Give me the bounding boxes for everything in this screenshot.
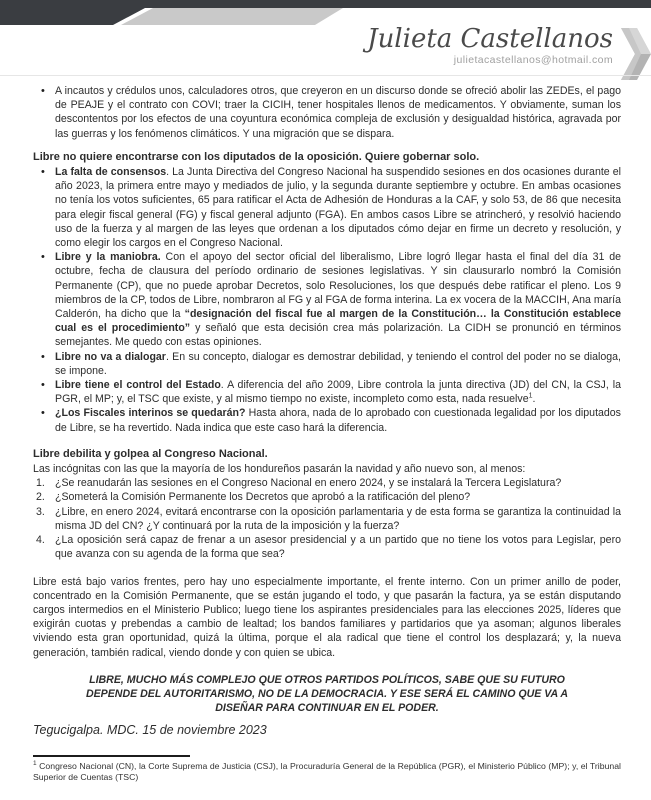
- letterhead: [367, 26, 613, 66]
- text-segment: 1: [528, 392, 533, 400]
- header-stripe-gray: [121, 8, 343, 25]
- section-heading-debilita: Libre debilita y golpea al Congreso Nacional.: [33, 447, 268, 460]
- text-segment: Libre y la maniobra.: [55, 251, 161, 264]
- author-email: julietacastellanos@hotmail.com: [453, 54, 613, 67]
- gobernar-bullet-list: [33, 165, 621, 435]
- question-item-2: [33, 490, 621, 504]
- question-number: 3.: [36, 505, 45, 518]
- text-segment: . A diferencia del año 2009, Libre controla la junta directiva (JD) del CN, la CSJ, la PGR, el MP; y, el TSC que existe, y al mismo tiempo no existe, incompleto como esta, nada resuelve: [55, 379, 622, 406]
- document-body: [33, 84, 621, 784]
- text-segment: . La Junta Directiva del Congreso Nacional ha suspendido sesiones en dos ocasiones durante el año 2023, la primera entre mayo y mediados de julio, y la segunda durante septiembre y octubre. En ambas ocasiones no tenía los votos suficientes, 65 para ratificar el Acta de Adhesión de Honduras a la CAF, y solo 53, de 86 que necesita para elegir fiscal general (FG) y fiscal general adjunto (FGA). En ambos casos Libre se atrincheró, y resolvió haciendo uso de la fuerza y al margen de las leyes que ordenan a los diputados cómo dejar en firme un decreto y resolución, y como elegir los cargos en el Congreso Nacional.: [55, 166, 622, 250]
- question-item-1: [33, 476, 621, 490]
- header-stripe-dark: [0, 8, 145, 25]
- bullet-libre-y-la-maniobra: [55, 250, 621, 349]
- author-name: Julieta Castellanos: [367, 24, 613, 54]
- question-text: ¿Libre, en enero 2024, evitará encontrarse con la oposición parlamentaria y de esta forma se garantiza la continuidad la misma JD del CN? ¿Y continuará por la ruta de la imposición y la fuerza?: [55, 505, 621, 532]
- text-segment: ¿Los Fiscales interinos se quedarán?: [55, 407, 246, 420]
- emphasis-statement: LIBRE, MUCHO MÁS COMPLEJO QUE OTROS PARTIDOS POLÍTICOS, SABE QUE SU FUTURO DEPENDE DEL AUTORITARISMO, NO DE LA DEMOCRACIA. Y ESE SERÁ EL CAMINO QUE VA A DISEÑAR PARA CONTINUAR EN EL PODER.: [85, 673, 569, 714]
- questions-intro: Las incógnitas con las que la mayoría de los hondureños pasarán la navidad y año nuevo son, al menos:: [33, 463, 526, 476]
- chevron-right-icon: [611, 26, 651, 82]
- text-segment: La falta de consensos: [55, 166, 167, 179]
- question-text: ¿La oposición será capaz de frenar a un asesor presidencial y a un partido que no tiene los votos para Legislar, pero que avanza con su agenda de la forma que sea?: [55, 534, 621, 561]
- closing-paragraph: Libre está bajo varios frentes, pero hay uno especialmente importante, el frente interno. Con un primer anillo de poder, concentrado en la Comisión Permanente, que se están jugando el todo, y que pasarán la factura, ya se están disputando cargos intermedios en el Ministerio Publico; luego tiene los aspirantes presidenciales para las elecciones 2025, líderes que exigirán cuotas y prebendas a cambio de lealtad; los bandos familiares y partidarios que ya asoman; algunos liberales viviendo esta gran oportunidad, quizá la última, porque el ala radical que tiene el control los desplazará; y, la nueva generación, también radical, viendo donde y con quien se ubica.: [33, 575, 621, 659]
- footnote-mark: 1: [33, 759, 37, 767]
- questions-list: [33, 476, 621, 561]
- text-segment: .: [532, 393, 536, 406]
- bullet-fiscales-interinos: [55, 406, 621, 434]
- question-text: ¿Someterá la Comisión Permanente los Decretos que aprobó a la ratificación del pleno?: [55, 491, 471, 504]
- intro-bullet-list: [33, 84, 621, 141]
- question-item-4: [33, 533, 621, 561]
- footnote: [33, 761, 621, 784]
- question-number: 2.: [36, 491, 45, 504]
- dateline: Tegucigalpa. MDC. 15 de noviembre 2023: [33, 722, 267, 737]
- section-heading-gobernar: Libre no quiere encontrarse con los diputados de la oposición. Quiere gobernar solo.: [33, 150, 480, 163]
- question-item-3: [33, 505, 621, 533]
- bullet-control-del-estado: [55, 378, 621, 406]
- text-segment: Libre tiene el control del Estado: [55, 379, 221, 392]
- question-number: 4.: [36, 534, 45, 547]
- intro-bullet: [55, 84, 621, 141]
- text-segment: Libre no va a dialogar: [55, 350, 166, 363]
- footnote-text: Congreso Nacional (CN), la Corte Suprema de Justicia (CSJ), la Procuraduría General de la República (PGR), el Ministerio Público (MP); y, el Tribunal Superior de Cuentas (TSC): [33, 760, 621, 783]
- header-top-bar: [0, 0, 651, 8]
- text-segment: “designación del fiscal fue al margen de la Constitución… la Constitución establece cual es el procedimiento”: [55, 308, 621, 335]
- text-segment: Con el apoyo del sector oficial del liberalismo, Libre logró llegar hasta el final del día 31 de octubre, fecha de clausura del período ordinario de sesiones legislativas. Y sin clausurarlo nombró la Comisión Permanente (CP), que no puede aprobar Decretos, solo Resoluciones, los que después debe ratificar el pleno. Los 9 miembros de la CP, todos de Libre, nombraron al FG y al FGA de forma interina. La ex vocera de la MACCIH, Ana maría Calderón, ha dicho que la: [55, 251, 621, 321]
- text-segment: . En su concepto, dialogar es demostrar debilidad, y teniendo el control del poder no se dialoga, se impone.: [55, 350, 621, 377]
- text-segment: Hasta ahora, nada de lo aprobado con cuestionada legalidad por los diputados de Libre, se ha revertido. Nada indica que este caso hará la diferencia.: [55, 407, 621, 434]
- header-divider: [0, 75, 651, 76]
- question-text: ¿Se reanudarán las sesiones en el Congreso Nacional en enero 2024, y se instalará la Tercera Legislatura?: [55, 477, 562, 490]
- bullet-falta-de-consensos: [55, 165, 621, 250]
- text-segment: A incautos y crédulos unos, calculadores otros, que creyeron en un discurso donde se ofreció abolir las ZEDEs, el pago de PEAJE y el contrato con COVI; traer la CICIH, tener hospitales llenos de medicamentos. Y obviamente, suman los descontentos por los efectos de una coyuntura económica compleja de exclusión y desigualdad histórica, agravada por las guerras y los fenómenos climáticos. Y una migración que se dispara.: [55, 85, 621, 140]
- question-number: 1.: [36, 477, 45, 490]
- bullet-libre-no-dialoga: [55, 350, 621, 378]
- footnote-separator: [33, 755, 190, 757]
- text-segment: y señaló que esta decisión crea más polarización. La CIDH se pronunció en términos semejantes. Me quedo con estas opiniones.: [55, 322, 621, 349]
